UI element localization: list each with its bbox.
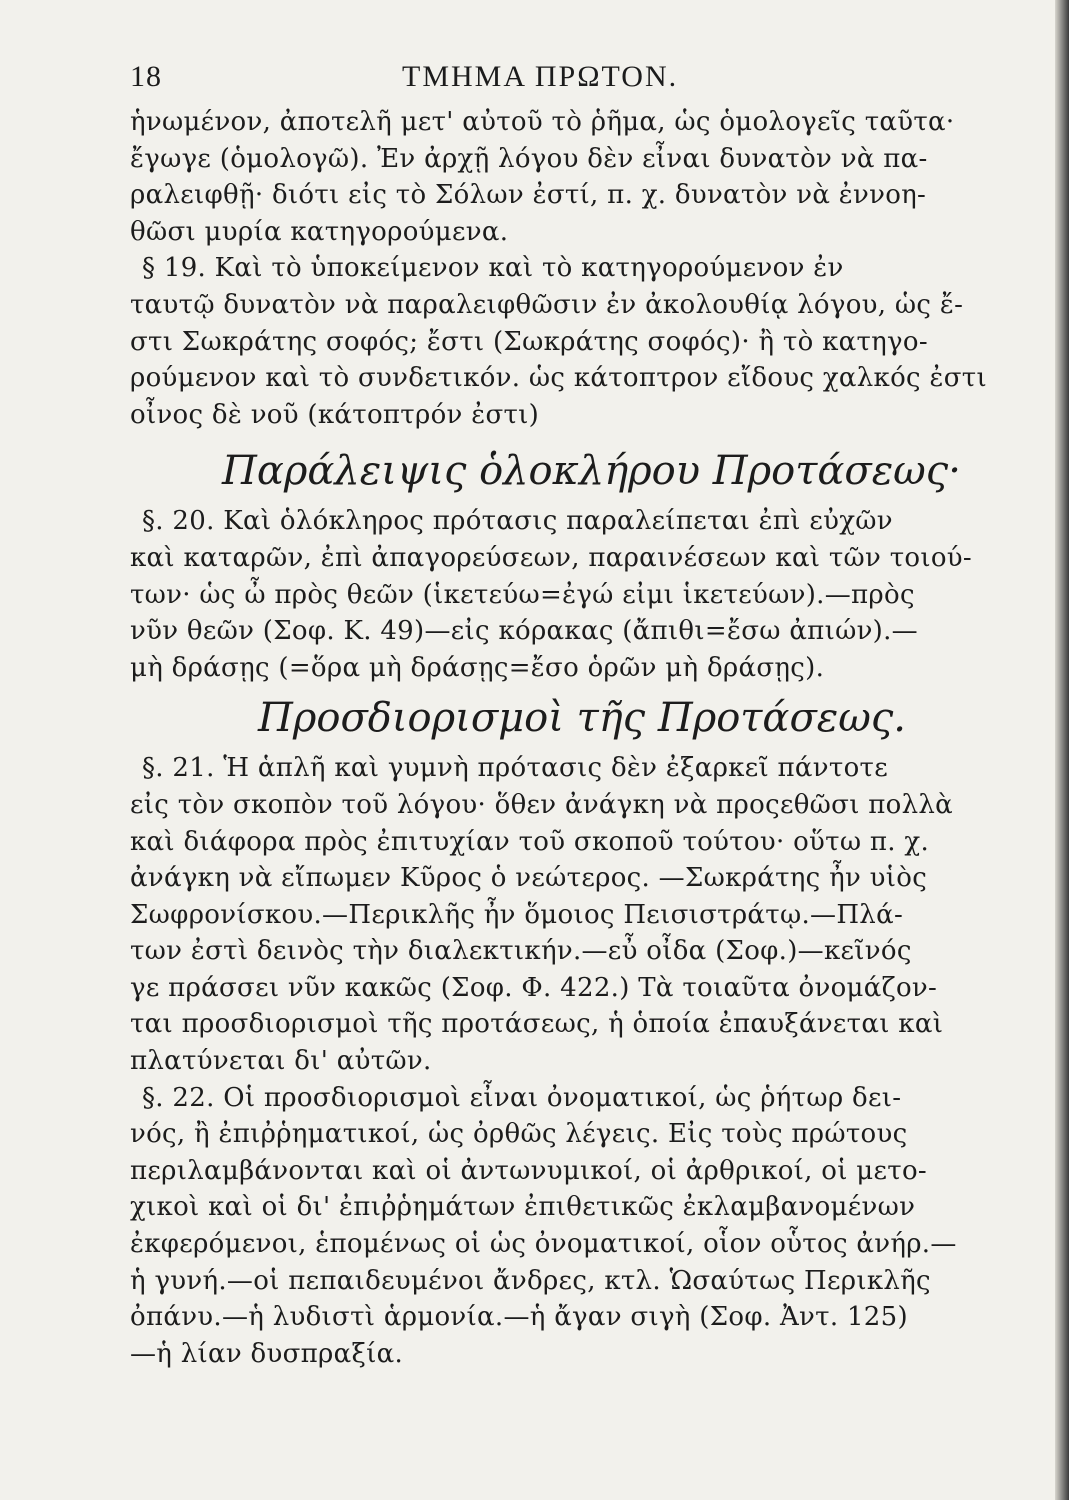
book-spine-edge (1055, 0, 1069, 1500)
paragraph-block-a (130, 104, 990, 433)
text-line: στι Σωκράτης σοφός; ἔστι (Σωκράτης σοφός)· ἢ τὸ κατηγο- (130, 326, 928, 357)
paragraph-block-b (130, 503, 990, 686)
text-line: καὶ καταρῶν, ἐπὶ ἀπαγορεύσεων, παραινέσεων καὶ τῶν τοιού- (130, 542, 972, 573)
text-line: § 19. Καὶ τὸ ὑποκείμενον καὶ τὸ κατηγορούμενον ἐν (142, 253, 844, 284)
text-line: ἀνάγκη νὰ εἴπωμεν Κῦρος ὁ νεώτερος. —Σωκράτης ἦν υἱὸς (130, 863, 928, 894)
section-heading: Προσδιορισμοὶ τῆς Προτάσεως. (258, 695, 906, 742)
section-heading: Παράλειψις ὁλοκλήρου Προτάσεως· (222, 448, 961, 495)
text-line: περιλαμβάνονται καὶ οἱ ἀντωνυμικοί, οἱ ἀρθρικοί, οἱ μετο- (130, 1155, 927, 1186)
text-line: ραλειφθῇ· διότι εἰς τὸ Σόλων ἐστί, π. χ. δυνατὸν νὰ ἐννοη- (130, 180, 927, 211)
text-line: νῦν θεῶν (Σοφ. Κ. 49)—εἰς κόρακας (ἄπιθι=ἔσω ἀπιών).— (130, 616, 918, 647)
text-line: πλατύνεται δι' αὐτῶν. (130, 1046, 432, 1077)
text-line: ρούμενον καὶ τὸ συνδετικόν. ὡς κάτοπτρον εἴδους χαλκός ἐστι (130, 363, 987, 394)
text-line: ται προσδιορισμοὶ τῆς προτάσεως, ἡ ὁποία ἐπαυξάνεται καὶ (130, 1009, 944, 1040)
text-line: ὀπάνυ.—ἡ λυδιστὶ ἁρμονία.—ἡ ἄγαν σιγὴ (Σοφ. Ἀντ. 125) (130, 1302, 908, 1333)
running-title: ΤΜΗΜΑ ΠΡΩΤΟΝ. (402, 60, 679, 93)
text-line: ἡ γυνή.—οἱ πεπαιδευμένοι ἄνδρες, κτλ. Ὡσαύτως Περικλῆς (130, 1265, 931, 1296)
text-line: ἡνωμένον, ἀποτελῆ μετ' αὐτοῦ τὸ ῥῆμα, ὡς ὁμολογεῖς ταῦτα· (130, 107, 955, 137)
text-line: θῶσι μυρία κατηγορούμενα. (130, 216, 509, 247)
text-line: των ἐστὶ δεινὸς τὴν διαλεκτικήν.—εὖ οἶδα (Σοφ.)—κεῖνός (130, 936, 912, 967)
text-line: ταυτῷ δυνατὸν νὰ παραλειφθῶσιν ἐν ἀκολουθίᾳ λόγου, ὡς ἔ- (130, 289, 964, 320)
text-line: των· ὡς ὦ πρὸς θεῶν (ἱκετεύω=ἐγώ εἰμι ἱκετεύων).—πρὸς (130, 579, 915, 610)
text-line: οἶνος δὲ νοῦ (κάτοπτρόν ἐστι) (130, 399, 540, 430)
book-page (130, 60, 990, 1372)
paragraph-block-c (130, 750, 990, 1372)
page-number: 18 (130, 60, 162, 93)
text-line: §. 20. Καὶ ὁλόκληρος πρότασις παραλείπεται ἐπὶ εὐχῶν (142, 506, 893, 537)
text-line: μὴ δράσῃς (=ὅρα μὴ δράσῃς=ἔσο ὁρῶν μὴ δράσῃς). (130, 652, 825, 683)
text-line: §. 22. Οἱ προσδιορισμοὶ εἶναι ὀνοματικοί, ὡς ῥήτωρ δει- (142, 1082, 902, 1113)
text-line: §. 21. Ἡ ἁπλῆ καὶ γυμνὴ πρότασις δὲν ἐξαρκεῖ πάντοτε (142, 753, 888, 784)
text-line: ἐκφερόμενοι, ἑπομένως οἱ ὡς ὀνοματικοί, οἷον οὗτος ἀνήρ.— (130, 1229, 957, 1260)
text-line: καὶ διάφορα πρὸς ἐπιτυχίαν τοῦ σκοποῦ τούτου· οὕτω π. χ. (130, 826, 930, 857)
text-line: γε πράσσει νῦν κακῶς (Σοφ. Φ. 422.) Τὰ τοιαῦτα ὀνομάζον- (130, 972, 938, 1003)
text-line: εἰς τὸν σκοπὸν τοῦ λόγου· ὅθεν ἀνάγκη νὰ προςεθῶσι πολλὰ (130, 789, 954, 820)
text-line: Σωφρονίσκου.—Περικλῆς ἦν ὅμοιος Πεισιστράτῳ.—Πλά- (130, 899, 904, 930)
page-header (130, 60, 990, 104)
text-line: ἔγωγε (ὁμολογῶ). Ἐν ἀρχῇ λόγου δὲν εἶναι δυνατὸν νὰ πα- (130, 143, 928, 174)
text-line: χικοὶ καὶ οἱ δι' ἐπιῤῥημάτων ἐπιθετικῶς ἐκλαμβανομένων (130, 1192, 916, 1223)
text-line: νός, ἢ ἐπιῤῥηματικοί, ὡς ὀρθῶς λέγεις. Εἰς τοὺς πρώτους (130, 1119, 908, 1150)
text-line: —ἡ λίαν δυσπραξία. (130, 1338, 404, 1369)
